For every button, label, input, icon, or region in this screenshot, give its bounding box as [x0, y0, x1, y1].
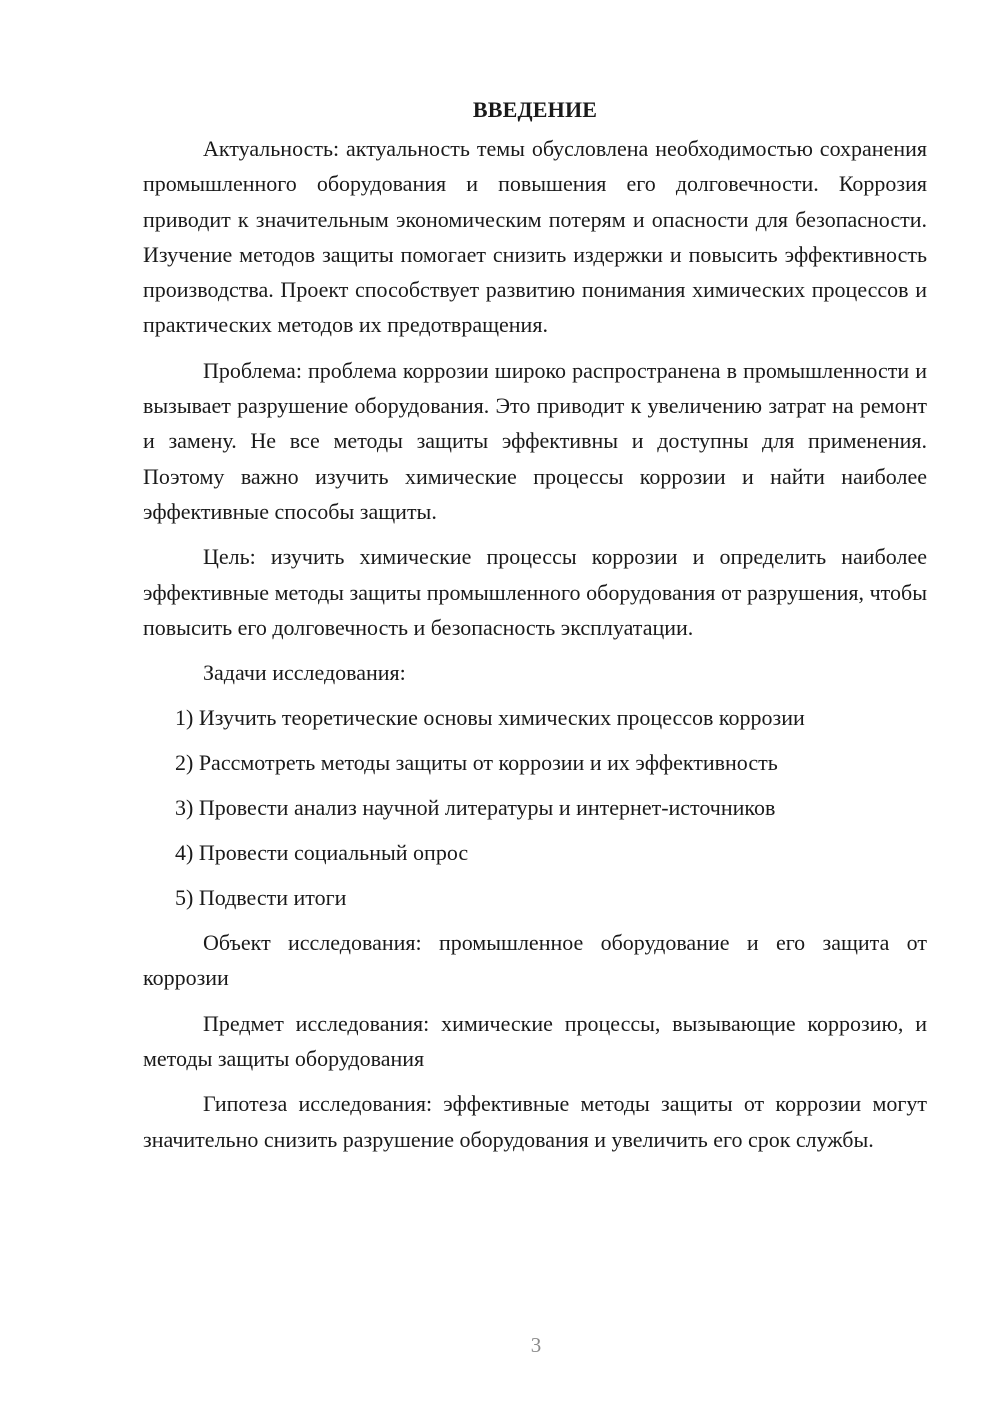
task-item-2: 2) Рассмотреть методы защиты от коррозии и их эффективность: [175, 750, 778, 776]
relevance-paragraph: Актуальность: актуальность темы обусловлена необходимостью сохранения промышленного оборудования и повышения его долговечности. Коррозия приводит к значительным экономическим потерям и опасности для безопасности. Изучение методов защиты помогает снизить издержки и повысить эффективность производства. Проект способствует развитию понимания химических процессов и практических методов их предотвращения.: [143, 136, 927, 338]
task-item-3: 3) Провести анализ научной литературы и интернет-источников: [175, 795, 776, 821]
task-item-1: 1) Изучить теоретические основы химических процессов коррозии: [175, 705, 805, 731]
object-paragraph: Объект исследования: промышленное оборудование и его защита от коррозии: [143, 930, 927, 991]
document-page: [143, 92, 927, 1167]
hypothesis-paragraph: Гипотеза исследования: эффективные методы защиты от коррозии могут значительно снизить разрушение оборудования и увеличить его срок службы.: [143, 1091, 927, 1152]
subject-paragraph: Предмет исследования: химические процессы, вызывающие коррозию, и методы защиты оборудования: [143, 1010, 927, 1072]
tasks-title: Задачи исследования:: [203, 660, 406, 686]
page-number: 3: [530, 1333, 542, 1357]
tasks-list: [143, 700, 927, 915]
task-item-4: 4) Провести социальный опрос: [175, 840, 469, 866]
problem-paragraph: Проблема: проблема коррозии широко распространена в промышленности и вызывает разрушение оборудования. Это приводит к увеличению затрат на ремонт и замену. Не все методы защиты эффективны и доступны для применения. Поэтому важно изучить химические процессы коррозии и найти наиболее эффективные способы защиты.: [143, 357, 927, 524]
goal-paragraph: Цель: изучить химические процессы коррозии и определить наиболее эффективные методы защиты промышленного оборудования от разрушения, чтобы повысить его долговечность и безопасность эксплуатации.: [143, 544, 927, 640]
task-item-5: 5) Подвести итоги: [175, 885, 347, 911]
page-title: ВВЕДЕНИЕ: [472, 97, 598, 122]
